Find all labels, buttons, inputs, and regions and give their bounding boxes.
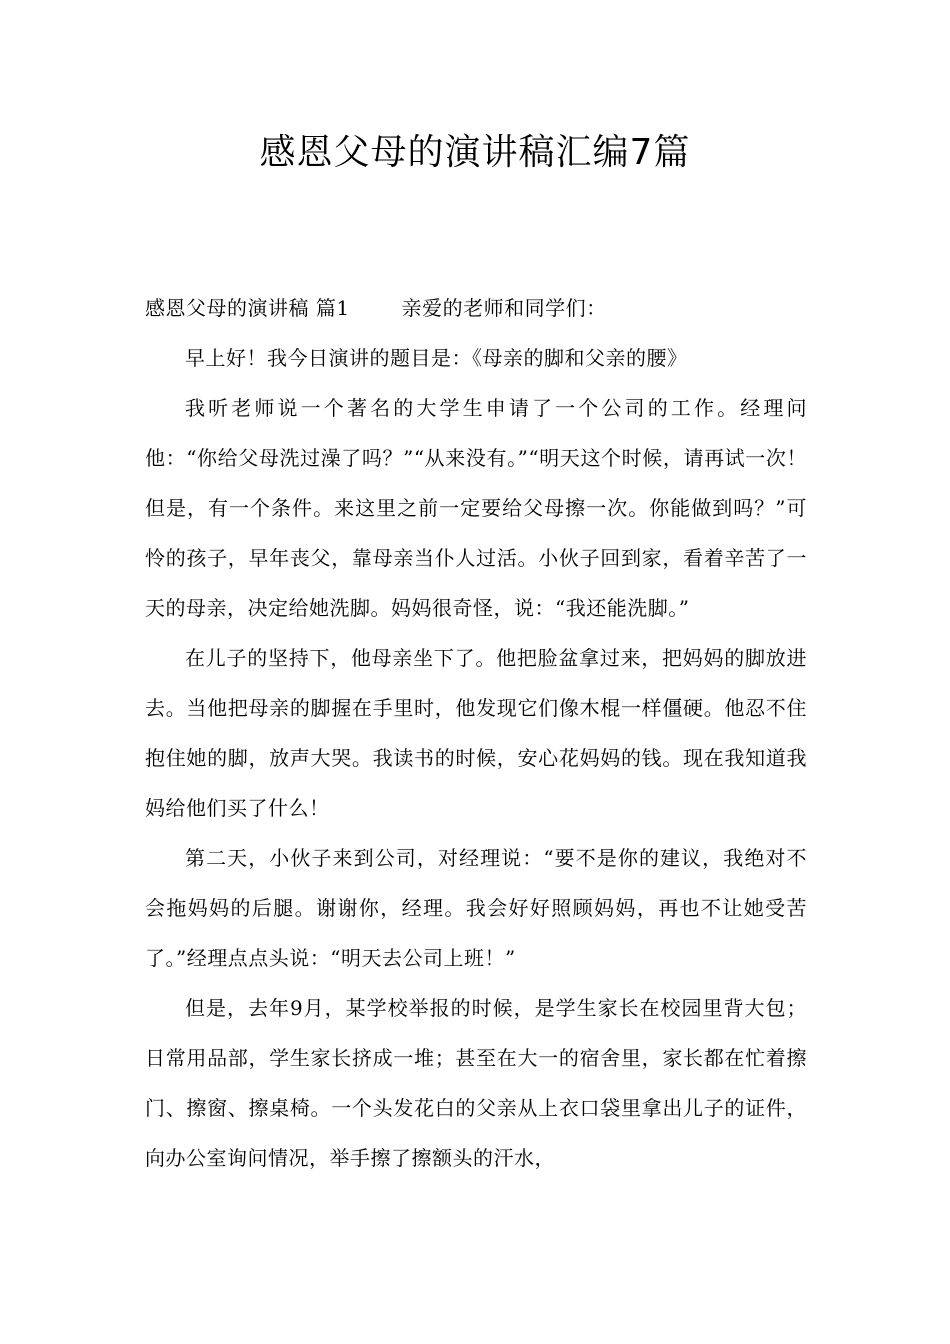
paragraph-3: 在儿子的坚持下，他母亲坐下了。他把脸盆拿过来，把妈妈的脚放进去。当他把母亲的脚握在手里时，他发现它们像木棍一样僵硬。他忍不住抱住她的脚，放声大哭。我读书的时候，安心花妈妈的钱。现在我知道我妈给他们买了什么！: [145, 646, 807, 820]
paragraph-5: 但是，去年9月，某学校举报的时候，是学生家长在校园里背大包；日常用品部，学生家长挤成一堆；甚至在大一的宿舍里，家长都在忙着擦门、擦窗、擦桌椅。一个头发花白的父亲从上衣口袋里拿出儿子的证件，向办公室询问情况，举手擦了擦额头的汗水，: [145, 996, 807, 1170]
paragraph-2: 我听老师说一个著名的大学生申请了一个公司的工作。经理问他：“你给父母洗过澡了吗？”“从来没有。”“明天这个时候，请再试一次！但是，有一个条件。来这里之前一定要给父母擦一次。你能做到吗？”可怜的孩子，早年丧父，靠母亲当仆人过活。小伙子回到家，看着辛苦了一天的母亲，决定给她洗脚。妈妈很奇怪，说：“我还能洗脚。”: [145, 396, 807, 620]
paragraph-4: 第二天，小伙子来到公司，对经理说：“要不是你的建议，我绝对不会拖妈妈的后腿。谢谢你，经理。我会好好照顾妈妈，再也不让她受苦了。”经理点点头说：“明天去公司上班！”: [145, 846, 807, 970]
document-body: [145, 283, 807, 1183]
section-intro-line: [145, 283, 807, 333]
paragraph-1: 早上好！我今日演讲的题目是：《母亲的脚和父亲的腰》: [185, 346, 688, 370]
section-heading: 感恩父母的演讲稿 篇1: [145, 296, 350, 320]
greeting: 亲爱的老师和同学们：: [401, 296, 607, 320]
document-title: 感恩父母的演讲稿汇编7篇: [259, 132, 691, 173]
